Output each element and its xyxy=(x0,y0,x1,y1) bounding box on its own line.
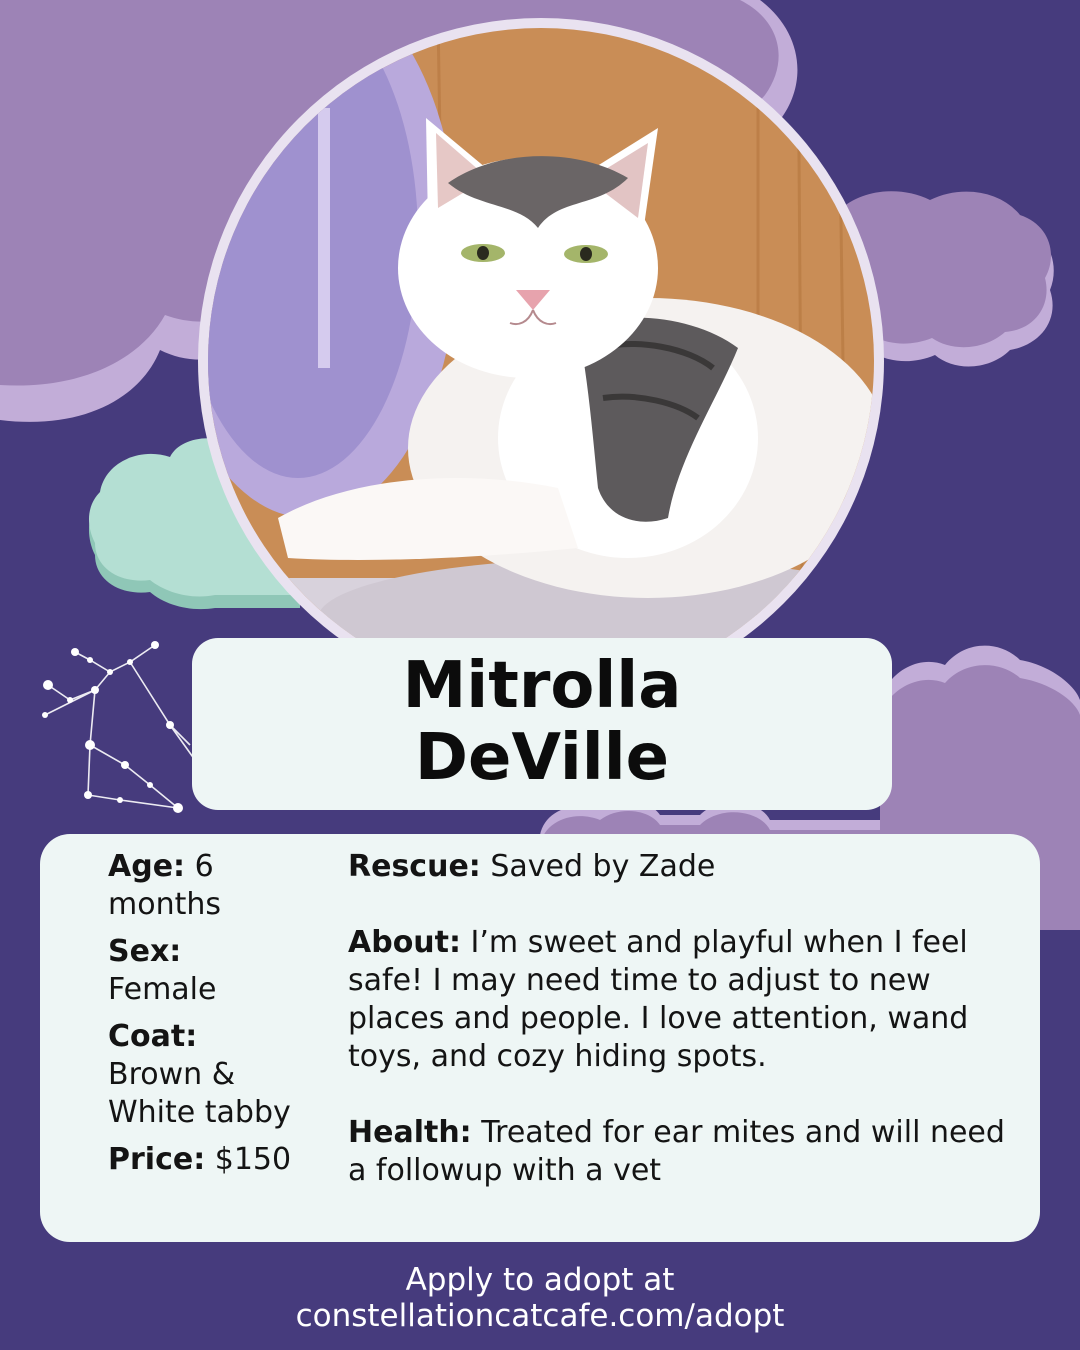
name-line-1: Mitrolla xyxy=(402,649,682,723)
age-value: 6 months xyxy=(108,849,221,922)
rescue-label: Rescue: xyxy=(348,849,481,884)
coat-value: Brown & White tabby xyxy=(108,1057,291,1130)
coat-fact xyxy=(108,1018,318,1132)
about-label: About: xyxy=(348,925,461,960)
coat-label: Coat: xyxy=(108,1019,198,1054)
health-label: Health: xyxy=(348,1115,472,1150)
price-label: Price: xyxy=(108,1142,206,1177)
name-line-2: DeVille xyxy=(414,721,670,795)
adopt-link[interactable]: constellationcatcafe.com/adopt xyxy=(295,1298,785,1334)
footer-line-1: Apply to adopt at xyxy=(405,1262,675,1298)
sex-value: Female xyxy=(108,972,217,1007)
facts-column xyxy=(108,848,318,1188)
about-value: I’m sweet and playful when I feel safe! I may need time to adjust to new places and people. I love attention, wand toys, and cozy hiding spots. xyxy=(348,925,969,1074)
cat-name xyxy=(262,650,822,794)
price-fact xyxy=(108,1141,318,1179)
adopt-footer xyxy=(0,1262,1080,1334)
price-value: $150 xyxy=(214,1142,292,1177)
health-detail xyxy=(348,1114,1028,1190)
details-column xyxy=(348,848,1028,1228)
rescue-detail xyxy=(348,848,1028,886)
age-fact xyxy=(108,848,318,924)
about-detail xyxy=(348,924,1028,1076)
rescue-value: Saved by Zade xyxy=(490,849,716,884)
health-value: Treated for ear mites and will need a followup with a vet xyxy=(348,1115,1005,1188)
sex-fact xyxy=(108,933,318,1009)
cat-photo xyxy=(198,18,884,704)
name-card xyxy=(192,638,892,810)
sex-label: Sex: xyxy=(108,934,182,969)
age-label: Age: xyxy=(108,849,186,884)
info-card xyxy=(40,834,1040,1242)
